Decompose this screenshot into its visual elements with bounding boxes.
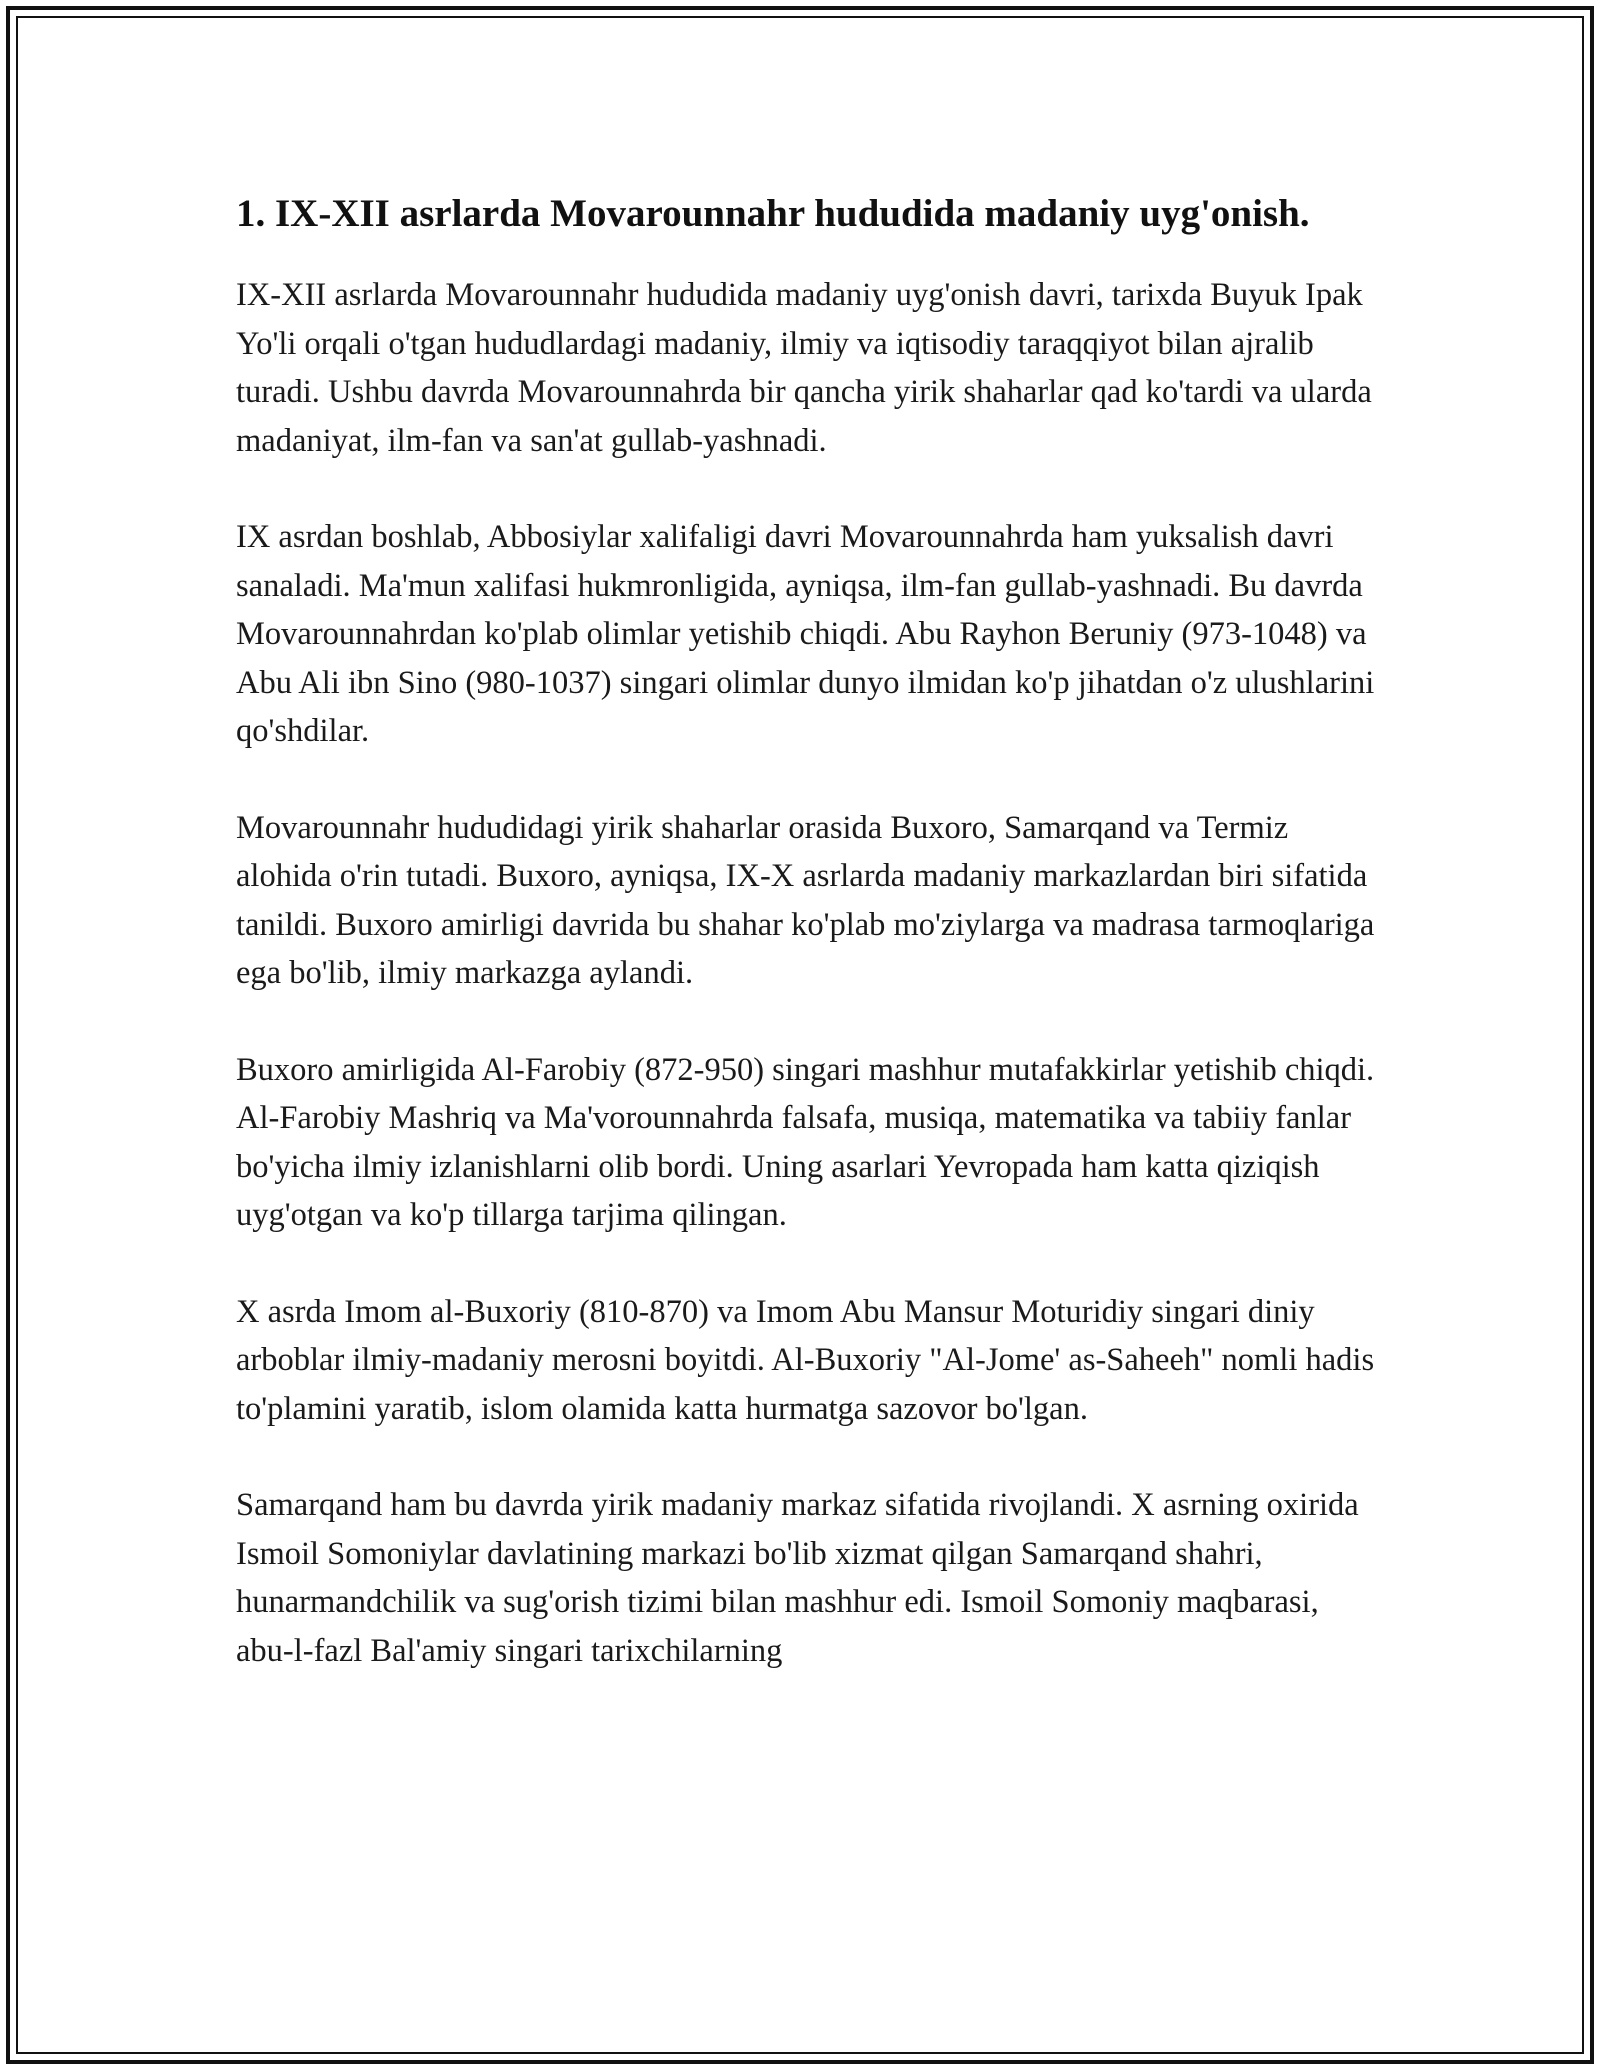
paragraph: Movarounnahr hududidagi yirik shaharlar orasida Buxoro, Samarqand va Termiz alohida o'rin tutadi. Buxoro, ayniqsa, IX-X asrlarda madaniy markazlardan biri sifatida tanildi. Buxoro amirligi davrida bu shahar ko'plab mo'ziylarga va madrasa tarmoqlariga ega bo'lib, ilmiy markazga aylandi.	[236, 809, 1375, 991]
paragraph: IX asrdan boshlab, Abbosiylar xalifaligi davri Movarounnahrda ham yuksalish davri sanaladi. Ma'mun xalifasi hukmronligida, ayniqsa, ilm-fan gullab-yashnadi. Bu davrda Movarounnahrdan ko'plab olimlar yetishib chiqdi. Abu Rayhon Beruniy (973-1048) va Abu Ali ibn Sino (980-1037) singari olimlar dunyo ilmidan ko'p jihatdan o'z ulushlarini qo'shdilar.	[236, 519, 1375, 749]
document-body	[236, 186, 1376, 1723]
paragraph: Buxoro amirligida Al-Farobiy (872-950) singari mashhur mutafakkirlar yetishib chiqdi. Al-Farobiy Mashriq va Ma'vorounnahrda falsafa, musiqa, matematika va tabiiy fanlar bo'yicha ilmiy izlanishlarni olib bordi. Uning asarlari Yevropada ham katta qiziqish uyg'otgan va ko'p tillarga tarjima qilingan.	[236, 1051, 1375, 1233]
section-heading: 1. IX-XII asrlarda Movarounnahr hududida madaniy uyg'onish.	[236, 192, 1310, 235]
paragraph: X asrda Imom al-Buxoriy (810-870) va Imom Abu Mansur Moturidiy singari diniy arboblar ilmiy-madaniy merosni boyitdi. Al-Buxoriy "Al-Jome' as-Saheeh" nomli hadis to'plamini yaratib, islom olamida katta hurmatga sazovor bo'lgan.	[236, 1293, 1375, 1427]
paragraph: Samarqand ham bu davrda yirik madaniy markaz sifatida rivojlandi. X asrning oxirida Ismoil Somoniylar davlatining markazi bo'lib xizmat qilgan Samarqand shahri, hunarmandchilik va sug'orish tizimi bilan mashhur edi. Ismoil Somoniy maqbarasi, abu-l-fazl Bal'amiy singari tarixchilarning	[236, 1487, 1359, 1669]
paragraph: IX-XII asrlarda Movarounnahr hududida madaniy uyg'onish davri, tarixda Buyuk Ipak Yo'li orqali o'tgan hududlardagi madaniy, ilmiy va iqtisodiy taraqqiyot bilan ajralib turadi. Ushbu davrda Movarounnahrda bir qancha yirik shaharlar qad ko'tardi va ularda madaniyat, ilm-fan va san'at gullab-yashnadi.	[236, 277, 1372, 459]
